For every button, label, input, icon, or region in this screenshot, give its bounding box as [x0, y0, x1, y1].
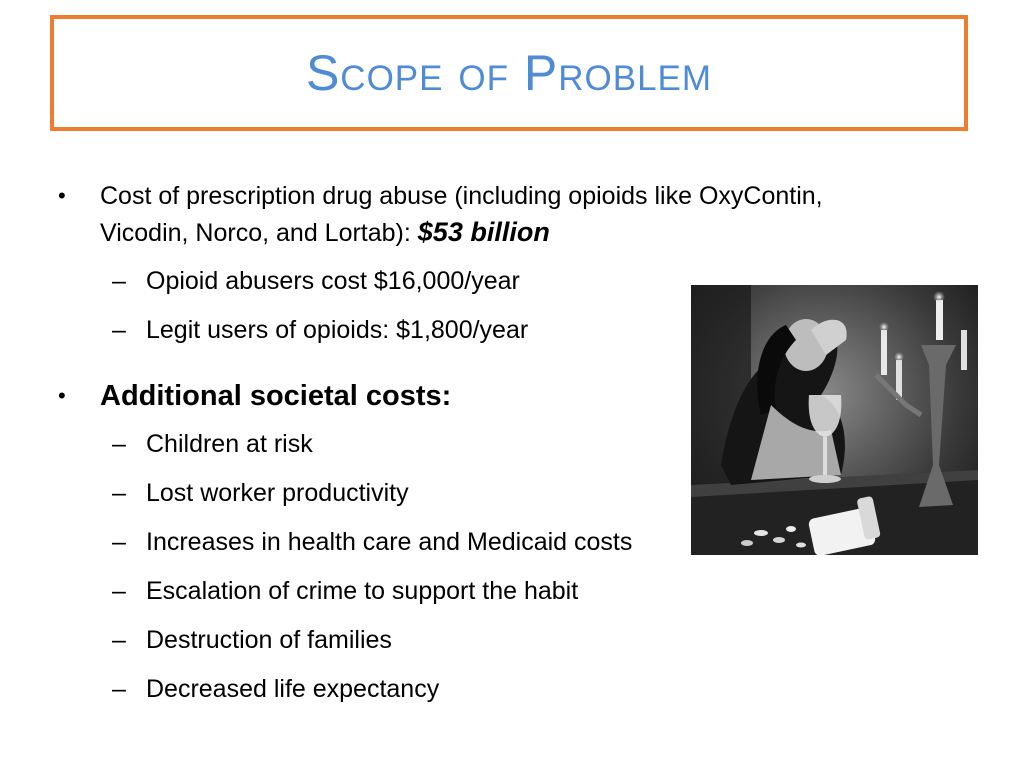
dash-marker: – — [112, 430, 126, 458]
dash-marker: – — [112, 528, 126, 556]
list-item: – Opioid abusers cost $16,000/year — [100, 263, 890, 299]
cost-highlight: $53 billion — [417, 217, 550, 247]
list-item: – Lost worker productivity — [100, 475, 958, 511]
list-item: – Decreased life expectancy — [100, 671, 958, 707]
bullet-marker: • — [58, 383, 66, 408]
dash-marker: – — [112, 479, 126, 507]
list-item: – Escalation of crime to support the habit — [100, 573, 958, 609]
dash-marker: – — [112, 267, 126, 295]
list-item: – Destruction of families — [100, 622, 958, 658]
list-item: – Legit users of opioids: $1,800/year — [100, 312, 890, 348]
slide-title: Scope of Problem — [305, 45, 713, 101]
dash-marker: – — [112, 316, 126, 344]
woman-with-pills-photo — [691, 285, 978, 555]
list-item: – Children at risk — [100, 426, 958, 462]
dash-marker: – — [112, 577, 126, 605]
list-item: – Increases in health care and Medicaid costs — [100, 524, 958, 560]
bullet-text: Cost of prescription drug abuse (including opioids like OxyContin, Vicodin, Norco, and Lortab): — [100, 182, 823, 247]
dash-marker: – — [112, 675, 126, 703]
title-box — [50, 15, 968, 131]
bullet-marker: • — [58, 183, 66, 208]
dash-marker: – — [112, 626, 126, 654]
bullet-text: Additional societal costs: — [100, 380, 452, 412]
